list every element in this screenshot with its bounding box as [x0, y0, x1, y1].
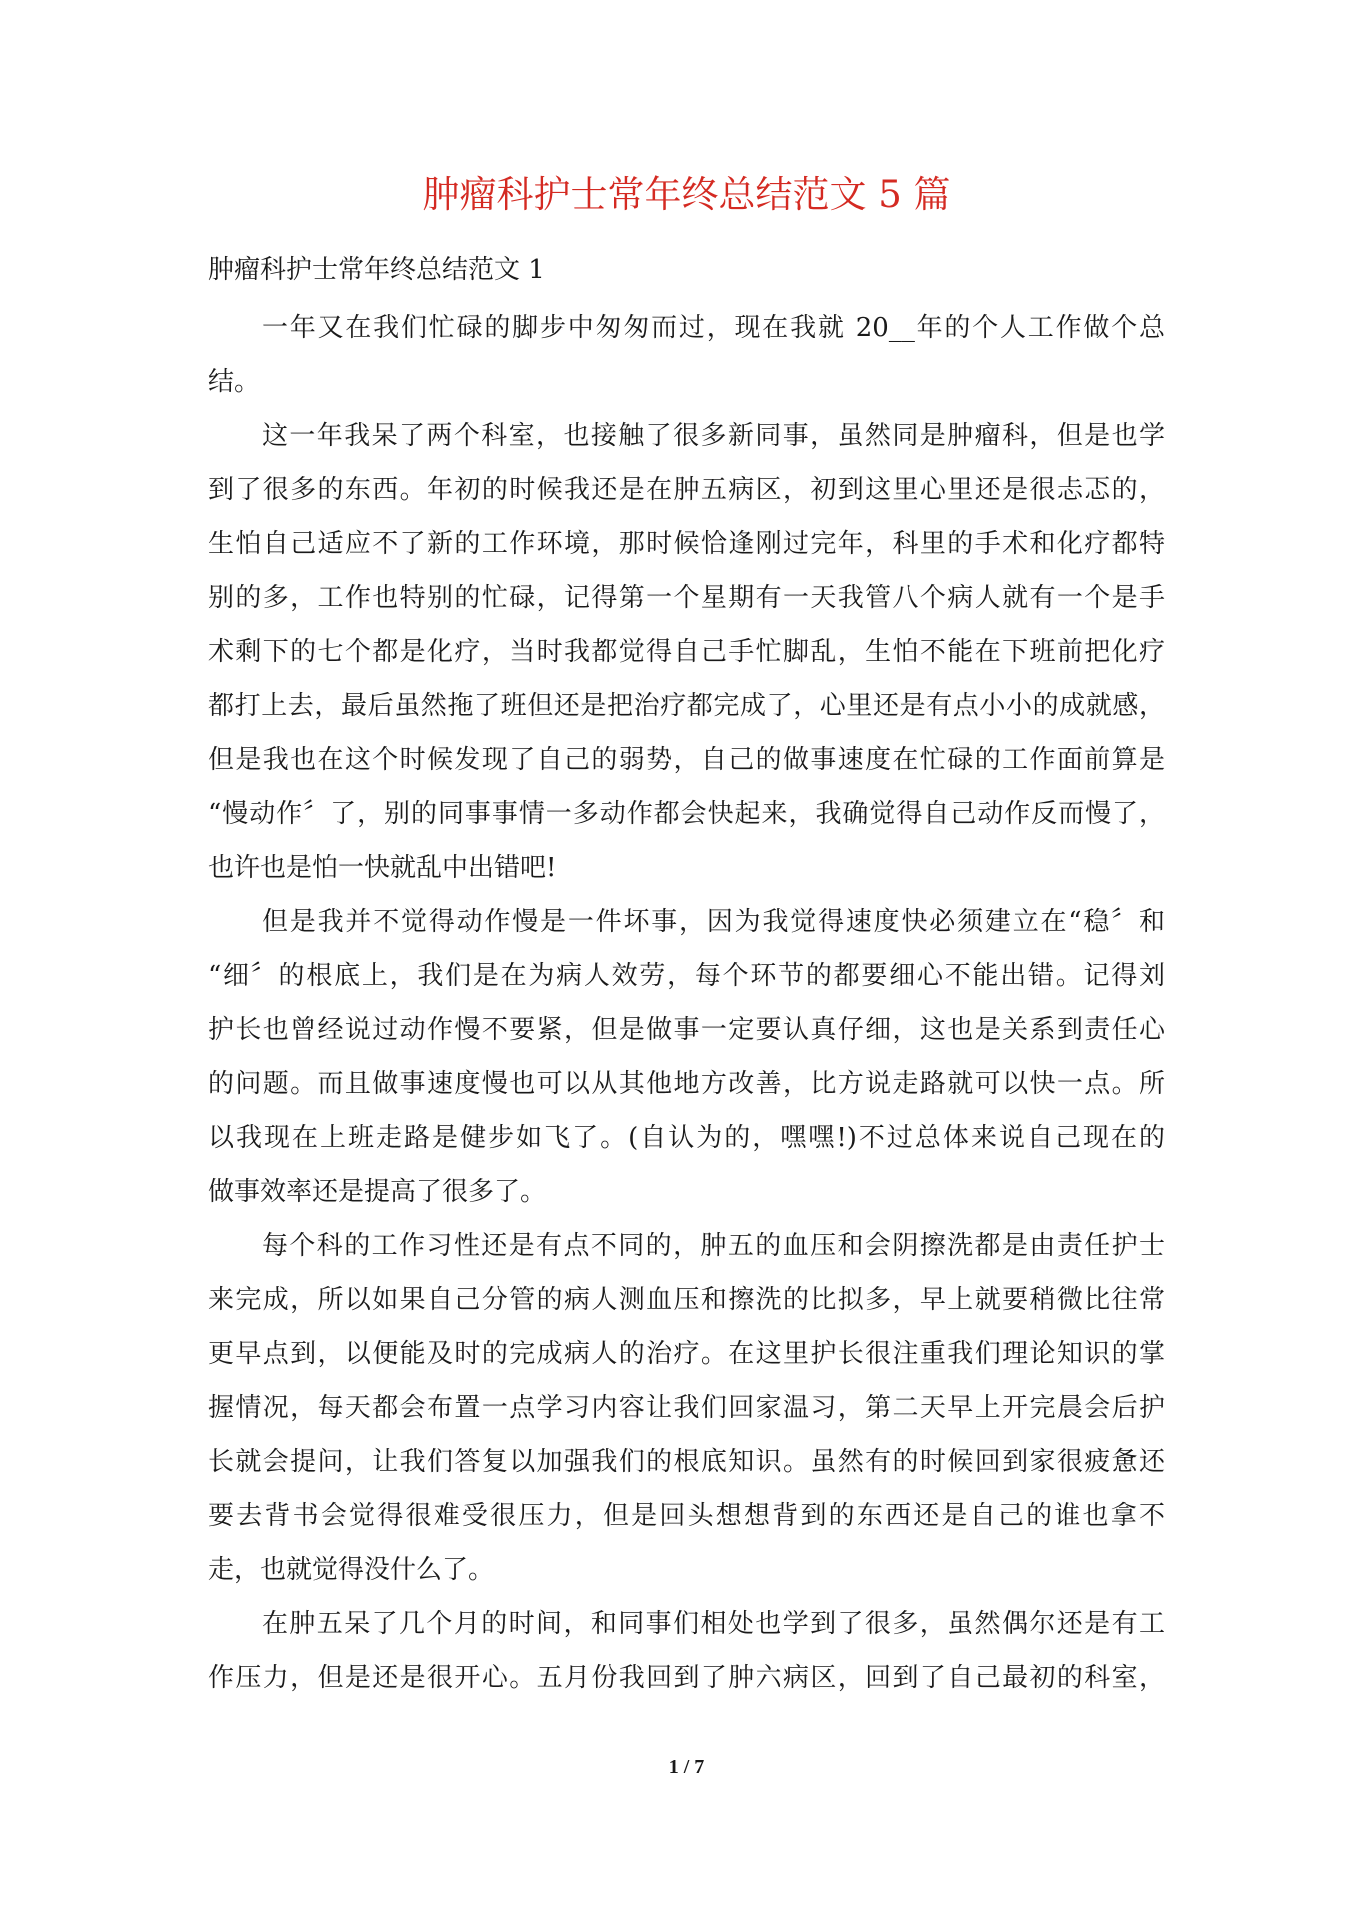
paragraph-line: 这一年我呆了两个科室，也接触了很多新同事，虽然同是肿瘤科，但是也学	[262, 421, 1165, 451]
paragraph-line: 做事效率还是提高了很多了。	[208, 1177, 547, 1207]
document-title: 肿瘤科护士常年终总结范文 5 篇	[422, 173, 951, 216]
paragraph-line: 来完成，所以如果自己分管的病人测血压和擦洗的比拟多，早上就要稍微比往常	[208, 1285, 1165, 1315]
paragraph-line: 生怕自己适应不了新的工作环境，那时候恰逢刚过完年，科里的手术和化疗都特	[208, 529, 1165, 559]
paragraph-line: 走，也就觉得没什么了。	[208, 1555, 495, 1585]
paragraph-line: 也许也是怕一快就乱中出错吧!	[208, 853, 557, 883]
paragraph-line: 的问题。而且做事速度慢也可以从其他地方改善，比方说走路就可以快一点。所	[208, 1069, 1165, 1099]
paragraph-line: 长就会提问，让我们答复以加强我们的根底知识。虽然有的时候回到家很疲惫还	[208, 1447, 1165, 1477]
paragraph-line: 护长也曾经说过动作慢不要紧，但是做事一定要认真仔细，这也是关系到责任心	[208, 1015, 1165, 1045]
paragraph-line: “慢动作〞了，别的同事事情一多动作都会快起来，我确觉得自己动作反而慢了，	[208, 799, 1165, 829]
paragraph-line: 一年又在我们忙碌的脚步中匆匆而过，现在我就 20__年的个人工作做个总	[262, 313, 1165, 343]
document-body	[208, 301, 1165, 1705]
paragraph-line: 在肿五呆了几个月的时间，和同事们相处也学到了很多，虽然偶尔还是有工	[262, 1609, 1165, 1639]
paragraph-line: 更早点到，以便能及时的完成病人的治疗。在这里护长很注重我们理论知识的掌	[208, 1339, 1165, 1369]
paragraph	[208, 1219, 1165, 1597]
paragraph	[208, 301, 1165, 409]
paragraph-line: 要去背书会觉得很难受很压力，但是回头想想背到的东西还是自己的谁也拿不	[208, 1501, 1165, 1531]
paragraph-line: 每个科的工作习性还是有点不同的，肿五的血压和会阴擦洗都是由责任护士	[262, 1231, 1165, 1261]
paragraph-line: 但是我并不觉得动作慢是一件坏事，因为我觉得速度快必须建立在“稳〞和	[262, 907, 1165, 937]
paragraph-line: 但是我也在这个时候发现了自己的弱势，自己的做事速度在忙碌的工作面前算是	[208, 745, 1165, 775]
section-heading: 肿瘤科护士常年终总结范文 1	[208, 255, 545, 285]
paragraph	[208, 1597, 1165, 1705]
paragraph-line: 都打上去，最后虽然拖了班但还是把治疗都完成了，心里还是有点小小的成就感，	[208, 691, 1165, 721]
page-number: 1 / 7	[668, 1756, 705, 1778]
paragraph-line: 作压力，但是还是很开心。五月份我回到了肿六病区，回到了自己最初的科室，	[208, 1663, 1165, 1693]
paragraph-line: 术剩下的七个都是化疗，当时我都觉得自己手忙脚乱，生怕不能在下班前把化疗	[208, 637, 1165, 667]
paragraph	[208, 409, 1165, 895]
paragraph-line: 以我现在上班走路是健步如飞了。(自认为的，嘿嘿!)不过总体来说自己现在的	[208, 1123, 1165, 1153]
paragraph-line: 握情况，每天都会布置一点学习内容让我们回家温习，第二天早上开完晨会后护	[208, 1393, 1165, 1423]
paragraph-line: 结。	[208, 367, 261, 397]
paragraph-line: 到了很多的东西。年初的时候我还是在肿五病区，初到这里心里还是很忐忑的，	[208, 475, 1165, 505]
paragraph	[208, 895, 1165, 1219]
paragraph-line: 别的多，工作也特别的忙碌，记得第一个星期有一天我管八个病人就有一个是手	[208, 583, 1165, 613]
paragraph-line: “细〞的根底上，我们是在为病人效劳，每个环节的都要细心不能出错。记得刘	[208, 961, 1165, 991]
